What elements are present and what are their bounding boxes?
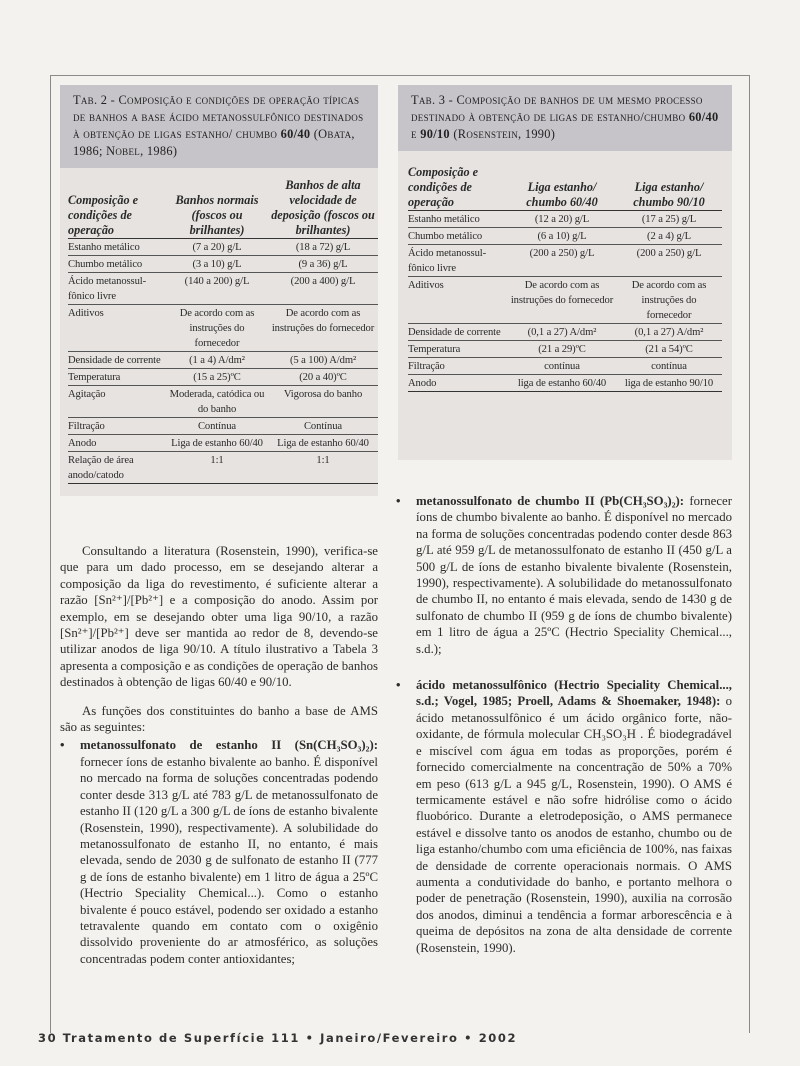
value-cell: (15 a 25)ºC <box>166 369 268 386</box>
row-label-cell: Densidade de corrente <box>68 352 166 369</box>
table-2-header: Banhos de alta velocidade de deposição (foscos ou brilhantes) <box>268 172 378 239</box>
value-cell: Liga de estanho 60/40 <box>166 435 268 452</box>
value-cell: (12 a 20) g/L <box>508 211 616 228</box>
row-label-cell: Aditivos <box>408 277 508 324</box>
value-cell: De acordo com as instruções do fornecedor <box>268 305 378 352</box>
value-cell: (9 a 36) g/L <box>268 256 378 273</box>
table-row <box>408 341 722 358</box>
value-cell: (1 a 4) A/dm² <box>166 352 268 369</box>
table-row <box>68 386 378 418</box>
value-cell: (21 a 54)ºC <box>616 341 722 358</box>
table-row <box>408 245 722 277</box>
table-row <box>408 324 722 341</box>
table-row <box>68 239 378 256</box>
table-row <box>68 435 378 452</box>
row-label-cell: Anodo <box>68 435 166 452</box>
row-label-cell: Anodo <box>408 375 508 392</box>
table-row <box>68 256 378 273</box>
bullet-methanesulfonic-acid <box>396 677 732 956</box>
table-row <box>68 273 378 305</box>
bullet-tin-methanesulfonate <box>60 737 378 967</box>
row-label-cell: Relação de área anodo/catodo <box>68 452 166 484</box>
value-cell: liga de estanho 90/10 <box>616 375 722 392</box>
table-row <box>408 375 722 392</box>
table-2-caption-bold: 60/40 <box>280 127 311 141</box>
value-cell: (140 a 200) g/L <box>166 273 268 305</box>
value-cell: De acordo com as instruções do fornecedor <box>616 277 722 324</box>
row-label-cell: Ácido metanossul-fônico livre <box>408 245 508 277</box>
value-cell: contínua <box>616 358 722 375</box>
value-cell: (18 a 72) g/L <box>268 239 378 256</box>
table-2-grid <box>68 172 378 484</box>
value-cell: (21 a 29)ºC <box>508 341 616 358</box>
table-row <box>408 211 722 228</box>
table-3 <box>398 85 732 460</box>
table-row <box>68 452 378 484</box>
table-3-header: Liga estanho/ chumbo 60/40 <box>508 159 616 211</box>
table-2-header: Banhos normais (foscos ou brilhantes) <box>166 172 268 239</box>
bullet-marker: • <box>396 678 401 693</box>
value-cell: liga de estanho 60/40 <box>508 375 616 392</box>
value-cell: (5 a 100) A/dm² <box>268 352 378 369</box>
table-row <box>68 305 378 352</box>
value-cell: (17 a 25) g/L <box>616 211 722 228</box>
row-label-cell: Temperatura <box>68 369 166 386</box>
functions-paragraph: As funções dos constituintes do banho a base de AMS são as seguintes: <box>60 703 378 735</box>
table-3-caption-lead: Tab. 3 - <box>411 93 457 107</box>
row-label-cell: Ácido metanossul-fônico livre <box>68 273 166 305</box>
page-footer: 30 Tratamento de Superfície 111 • Janeiro/Fevereiro • 2002 <box>38 1031 518 1045</box>
row-label-cell: Aditivos <box>68 305 166 352</box>
value-cell: 1:1 <box>166 452 268 484</box>
row-label-cell: Chumbo metálico <box>408 228 508 245</box>
table-3-header: Liga estanho/ chumbo 90/10 <box>616 159 722 211</box>
table-3-header: Composição e condições de operação <box>408 159 508 211</box>
table-row <box>408 277 722 324</box>
value-cell: contínua <box>508 358 616 375</box>
value-cell: Vigorosa do banho <box>268 386 378 418</box>
value-cell: Moderada, catódica ou do banho <box>166 386 268 418</box>
row-label-cell: Estanho metálico <box>68 239 166 256</box>
value-cell: (20 a 40)ºC <box>268 369 378 386</box>
table-2-caption-tail: (Obata, 1986; Nobel, 1986) <box>73 127 355 158</box>
row-label-cell: Densidade de corrente <box>408 324 508 341</box>
table-row <box>68 352 378 369</box>
value-cell: (7 a 20) g/L <box>166 239 268 256</box>
value-cell: (3 a 10) g/L <box>166 256 268 273</box>
value-cell: Liga de estanho 60/40 <box>268 435 378 452</box>
table-3-caption-bold2: 90/10 <box>420 127 450 141</box>
bullet-lead-methanesulfonate <box>396 493 732 657</box>
bullet-text: o ácido metanossulfônico é um ácido orgânico forte, não-oxidante, de fórmula molecular CH₃SO₃H . É biodegradável e miscível com água em todas as proporções, porém é fornecido comercialmente na concentração de 50% a 70% em peso (613 g/L a 945 g/L, Rosenstein, 1990). O AMS é termicamente estável e não sofre hidrólise como o ácido fluobórico. Durante a eletrodeposição, o AMS permanece estável e dissolve tanto os anodos de estanho, chumbo ou de liga estanho/chumbo com uma eficiência de 100%, nas faixas de densidade de corrente operacionais normais. O AMS aumenta a condutividade do banho, e portanto melhora o poder de penetração (Rosenstein, 1990), auxilia na corrosão dos anodos, diminui a tendência a formar arborescência e à queima de depósitos na zona de alta densidade de corrente (Rosenstein, 1990). <box>416 694 732 955</box>
left-text-column <box>60 543 378 967</box>
row-label-cell: Temperatura <box>408 341 508 358</box>
right-text-column <box>396 493 732 956</box>
value-cell: (0,1 a 27) A/dm² <box>616 324 722 341</box>
bullet-text: fornecer íons de chumbo bivalente ao banho. É disponível no mercado na forma de soluções concentradas podendo conter desde 863 g/L até 959 g/L de metanossulfonato de estanho II (450 g/L a 500 g/L de íons de estanho bivalente bivalente (Rosenstein, 1990), respectivamente). A solubilidade do metanossulfonato de chumbo II, no entanto é mais elevada, sendo de 1430 g de sulfonato de chumbo II (959 g de íons de chumbo bivalente) em 1 litro de água a 25ºC (Hectrio Speciality Chemical..., s.d.); <box>416 494 732 656</box>
table-2-caption <box>60 85 378 168</box>
table-row <box>68 369 378 386</box>
table-2 <box>60 85 378 496</box>
value-cell: (200 a 400) g/L <box>268 273 378 305</box>
value-cell: (200 a 250) g/L <box>508 245 616 277</box>
value-cell: Contínua <box>268 418 378 435</box>
row-label-cell: Agitação <box>68 386 166 418</box>
table-2-caption-text: Composição e condições de operação típicas de banhos a base ácido metanossulfônico destinados à obtenção de ligas estanho/ chumbo <box>73 93 364 141</box>
value-cell: (200 a 250) g/L <box>616 245 722 277</box>
table-3-grid <box>408 159 722 392</box>
table-3-caption <box>398 85 732 151</box>
bullet-title: metanossulfonato de chumbo II (Pb(CH₃SO₃)₂): <box>416 494 685 508</box>
bullet-title: ácido metanossulfônico (Hectrio Speciality Chemical..., s.d.; Vogel, 1985; Proell, Adams & Shoemaker, 1948): <box>416 678 732 709</box>
row-label-cell: Estanho metálico <box>408 211 508 228</box>
table-2-caption-lead: Tab. 2 - <box>73 93 119 107</box>
table-row <box>68 418 378 435</box>
table-3-caption-text: Composição de banhos de um mesmo processo destinado à obtenção de ligas de estanho/chumbo <box>411 93 703 124</box>
row-label-cell: Filtração <box>68 418 166 435</box>
row-label-cell: Chumbo metálico <box>68 256 166 273</box>
table-2-header: Composição e condições de operação <box>68 172 166 239</box>
bullet-text: fornecer íons de estanho bivalente ao banho. É disponível no mercado na forma de soluções concentradas podendo conter desde 313 g/L até 783 g/L de metanossulfonato de estanho II (120 g/L a 300 g/L de íons de estanho bivalente (Rosenstein, 1990), respectivamente). A solubilidade do metanossulfonato de estanho II, no entanto, é mais elevada, sendo de 2030 g de sulfonato de estanho II (777 g de íons de estanho bivalente) em 1 litro de água a 25ºC (Hectrio Speciality Chemical...). Como o estanho bivalente é pouco estável, podendo ser oxidado a estanho tetravalente quando em contato com o oxigênio dissolvido proveniente do ar atmosférico, as soluções concentradas podem conter antioxidantes; <box>80 754 378 966</box>
value-cell: (6 a 10) g/L <box>508 228 616 245</box>
row-label-cell: Filtração <box>408 358 508 375</box>
value-cell: De acordo com as instruções do fornecedor <box>166 305 268 352</box>
table-3-caption-tail: (Rosenstein, 1990) <box>449 127 556 141</box>
value-cell: (0,1 a 27) A/dm² <box>508 324 616 341</box>
table-3-caption-mid: e <box>411 127 421 141</box>
table-3-caption-bold: 60/40 <box>688 110 719 124</box>
intro-paragraph: Consultando a literatura (Rosenstein, 1990), verifica-se que para um dado processo, em se desejando alterar a composição da liga do revestimento, é suficiente alterar a razão [Sn²⁺]/[Pb²⁺] e a composição do anodo. Assim por exemplo, em se desejando obter uma liga 90/10, a razão [Sn²⁺]/[Pb²⁺] deve ser mantida ao redor de 8, devendo-se utilizar anodos de liga 90/10. A título ilustrativo a Tabela 3 apresenta a composição e as condições de operação de banhos destinados à obtenção de ligas 60/40 e 90/10. <box>60 544 379 690</box>
bullet-marker: • <box>60 738 65 753</box>
value-cell: 1:1 <box>268 452 378 484</box>
table-row <box>408 228 722 245</box>
table-row <box>408 358 722 375</box>
bullet-title: metanossulfonato de estanho II (Sn(CH₃SO₃)₂): <box>80 738 378 753</box>
bullet-marker: • <box>396 494 401 508</box>
value-cell: (2 a 4) g/L <box>616 228 722 245</box>
value-cell: Contínua <box>166 418 268 435</box>
value-cell: De acordo com as instruções do fornecedor <box>508 277 616 324</box>
